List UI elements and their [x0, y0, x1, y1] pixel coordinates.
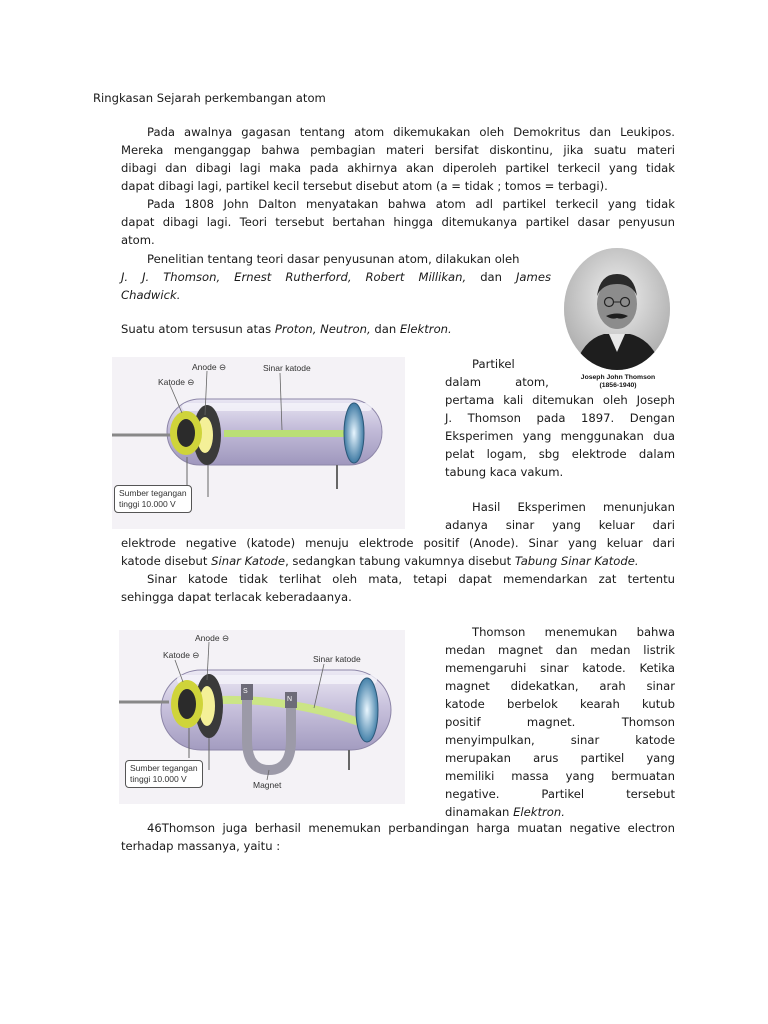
sinar-katode-label: Sinar katode — [313, 654, 361, 664]
caption-years: (1856-1940) — [599, 382, 637, 389]
magnet-label: Magnet — [253, 780, 282, 790]
text-line: menyimpulkan, sinar katode — [445, 733, 675, 747]
text-line: sehingga dapat terlacak keberadaanya. — [121, 590, 352, 604]
text-fragment: katode disebut — [121, 554, 208, 568]
paragraph-hasil-eksperimen-cont — [121, 534, 675, 570]
text-line: katode berbelok kearah kutub — [445, 697, 675, 711]
katode-label: Katode ⊖ — [158, 377, 195, 387]
power-source-line: tinggi 10.000 V — [119, 499, 176, 509]
text-fragment: dan — [374, 322, 397, 336]
text-line: Hasil Eksperimen menunjukan — [472, 500, 675, 514]
text-line: Thomson menemukan bahwa — [472, 625, 675, 639]
text-line: adanya sinar yang keluar dari — [445, 518, 675, 532]
power-source-line: tinggi 10.000 V — [130, 774, 187, 784]
particle-name: Elektron. — [399, 322, 452, 336]
magnet-pole-n: N — [287, 696, 293, 703]
text-line — [121, 286, 551, 304]
text-fragment: , sedangkan tabung vakumnya disebut — [285, 554, 512, 568]
paragraph-sinar-tidak-terlihat — [121, 570, 675, 606]
text-fragment: dalam — [445, 375, 482, 389]
text-line: dapat dibagi lagi. Teori tersebut bertahan hingga ditemukanya partikel dasar penyusun — [121, 215, 675, 229]
text-fragment: dinamakan — [445, 805, 510, 819]
text-fragment: atom, — [515, 375, 549, 389]
paragraph-perbandingan-muatan — [121, 819, 675, 855]
paragraph-dalton — [121, 195, 675, 249]
sinar-katode-label: Sinar katode — [263, 363, 311, 373]
text-line: merupakan arus partikel yang — [445, 751, 675, 765]
cathode-ray-tube-figure — [112, 357, 405, 529]
magnet-deflection-figure — [119, 630, 405, 804]
text-line: pelat logam, sbg elektrode dalam — [445, 447, 675, 461]
text-line: magnet didekatkan, arah sinar — [445, 679, 675, 693]
power-source-label — [125, 760, 203, 788]
text-line: tabung kaca vakum. — [445, 465, 564, 479]
text-line: atom. — [121, 233, 155, 247]
text-line: positif magnet. Thomson — [445, 715, 675, 729]
anode-label: Anode ⊖ — [192, 362, 227, 372]
katode-label: Katode ⊖ — [163, 650, 200, 660]
text-line: medan magnet dan medan listrik — [445, 643, 675, 657]
paragraph-penemuan-elektron — [445, 355, 675, 481]
text-line: negative. Partikel tersebut — [445, 787, 675, 801]
text-line: 46Thomson juga berhasil menemukan perbandingan harga muatan negative electron — [147, 821, 675, 835]
text-line: terhadap massanya, yaitu : — [121, 839, 281, 853]
text-line: memengaruhi sinar katode. Ketika — [445, 661, 675, 675]
text-line: Pada 1808 John Dalton menyatakan bahwa atom adl partikel terkecil yang tidak — [147, 197, 675, 211]
scientist-name: Chadwick. — [121, 288, 181, 302]
text-fragment: Suatu atom tersusun atas — [121, 322, 272, 336]
text-line: memiliki massa yang bermuatan — [445, 769, 675, 783]
caption-name: Joseph John Thomson — [580, 374, 656, 381]
text-line: dibagi dan dibagi lagi maka pada akhirnya akan diperoleh partikel terkecil yang tidak — [121, 161, 675, 175]
page-title: Ringkasan Sejarah perkembangan atom — [93, 91, 326, 105]
text-line — [445, 373, 675, 391]
power-source-label — [114, 485, 192, 513]
term-elektron: Elektron. — [513, 805, 565, 819]
portrait-image — [564, 248, 670, 370]
text-line: Eksperimen yang menggunakan dua — [445, 429, 675, 443]
text-line: pertama kali ditemukan oleh Joseph — [445, 393, 675, 407]
text-line: elektrode negative (katode) menuju elektrode positif (Anode). Sinar yang keluar dari — [121, 536, 675, 550]
thomson-portrait — [564, 248, 670, 370]
text-line: dapat dibagi lagi, partikel kecil tersebut disebut atom (a = tidak ; tomos = terbagi). — [121, 179, 608, 193]
text-line — [121, 268, 551, 286]
text-fragment: dan — [480, 270, 503, 284]
text-line: Mereka menganggap bahwa pembagian materi bersifat diskontinu, jika suatu materi — [121, 143, 675, 157]
scientist-name: James — [516, 270, 552, 284]
text-line — [121, 552, 675, 570]
text-line: Partikel — [472, 357, 515, 371]
text-line: Penelitian tentang teori dasar penyusunan atom, dilakukan oleh — [147, 252, 520, 266]
paragraph-penelitian — [121, 250, 551, 304]
scientist-names: J. J. Thomson, Ernest Rutherford, Robert Millikan, — [121, 270, 467, 284]
text-line: J. Thomson pada 1897. Dengan — [445, 411, 675, 425]
power-source-line: Sumber tegangan — [130, 763, 198, 773]
power-source-line: Sumber tegangan — [119, 488, 187, 498]
paragraph-medan-magnet — [445, 623, 675, 821]
term-tabung-sinar-katode: Tabung Sinar Katode. — [514, 554, 639, 568]
text-line: Sinar katode tidak terlihat oleh mata, tetapi dapat memendarkan zat tertentu — [147, 572, 675, 586]
term-sinar-katode: Sinar Katode — [211, 554, 286, 568]
paragraph-hasil-eksperimen — [445, 498, 675, 534]
magnet-pole-s: S — [243, 688, 248, 695]
paragraph-susunan-atom — [121, 320, 452, 338]
paragraph-demokritus — [121, 123, 675, 195]
text-line: Pada awalnya gagasan tentang atom dikemukakan oleh Demokritus dan Leukipos. — [147, 125, 675, 139]
anode-label: Anode ⊖ — [195, 633, 230, 643]
particle-names: Proton, Neutron, — [274, 322, 371, 336]
